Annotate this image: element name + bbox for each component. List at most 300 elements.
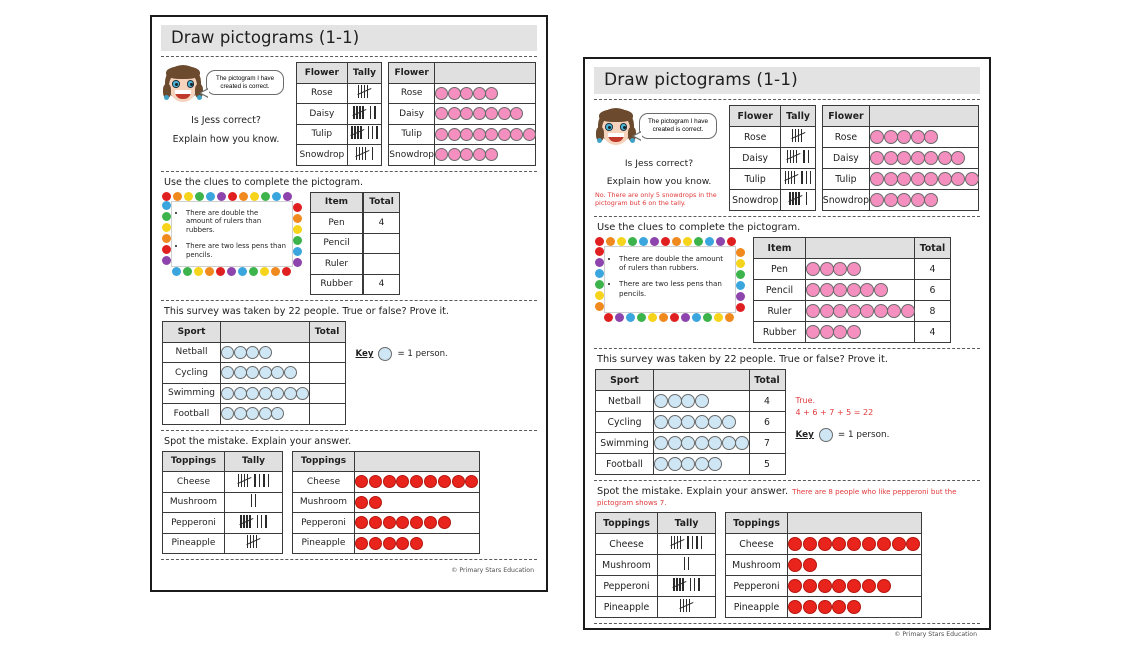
question-is-jess-correct: Is Jess correct? [191, 115, 261, 126]
tally-group-of-five [792, 129, 805, 142]
row-label: Cheese [726, 534, 788, 555]
scallop-dot [736, 248, 745, 257]
pictogram-dot [485, 107, 498, 120]
pictogram-dot [877, 579, 891, 593]
item-pictogram-table [753, 237, 951, 343]
pictogram-dot [897, 151, 911, 165]
pictogram-dot [938, 172, 952, 186]
worksheet-page-answers [583, 57, 991, 638]
pictogram-dot [271, 387, 284, 400]
clue-box [595, 237, 745, 322]
pictogram-dots [806, 283, 914, 297]
pictogram-dot [234, 387, 247, 400]
prompt-spot-mistake [597, 486, 979, 508]
pictogram-dot [234, 346, 247, 359]
pictogram-dot [695, 394, 709, 408]
tally-cell [781, 190, 815, 211]
scallop-dot [595, 269, 604, 278]
table-row [163, 383, 346, 404]
scallop-dot [617, 237, 626, 246]
section-flowers [160, 62, 538, 166]
sport-pictogram-table [595, 369, 786, 475]
pictogram-dot [355, 475, 368, 488]
pictogram-dot [221, 387, 234, 400]
scallop-dot [227, 267, 236, 276]
row-label: Football [163, 404, 221, 425]
scallop-dot [672, 237, 681, 246]
pictogram-dot [806, 262, 820, 276]
pictogram-dot [860, 283, 874, 297]
total-cell: 7 [749, 433, 785, 454]
topping-tally-table [595, 512, 716, 618]
pictogram-dot [383, 516, 396, 529]
jess-question-block [162, 62, 290, 145]
pictogram-dots [221, 387, 309, 400]
pictogram-dot [847, 579, 861, 593]
column-header: Tally [347, 63, 382, 84]
flower-tally-table [729, 105, 816, 211]
row-label: Pepperoni [293, 513, 355, 534]
row-label: Cycling [163, 363, 221, 384]
pictogram-cell [221, 363, 310, 384]
total-cell [364, 254, 400, 275]
tally-group-of-five [247, 535, 260, 548]
key-label: Key [795, 430, 814, 441]
pictogram-dot [892, 537, 906, 551]
column-header [221, 322, 310, 343]
pictogram-dots [435, 107, 535, 120]
scallop-dot [736, 259, 745, 268]
pictogram-dots [870, 151, 978, 165]
row-label: Rose [297, 83, 348, 104]
pictogram-dots [221, 407, 309, 420]
table-row [297, 124, 382, 145]
row-label: Snowdrop [822, 190, 869, 211]
pictogram-dots [435, 87, 535, 100]
hair-fringe [599, 109, 633, 122]
scallop-dot [626, 313, 635, 322]
tally-group-of-five [351, 126, 364, 139]
row-label: Pineapple [163, 533, 225, 554]
scallop-dot [736, 281, 745, 290]
tally-singles [806, 192, 807, 205]
pictogram-dot [877, 537, 891, 551]
pictogram-dot [901, 304, 915, 318]
column-header: Tally [225, 451, 283, 472]
scallop-dot [694, 237, 703, 246]
section-divider [161, 171, 537, 172]
column-header: Total [309, 322, 345, 343]
speech-bubble: The pictogram I have created is correct. [206, 70, 284, 95]
section-divider [161, 559, 537, 560]
pictogram-dot [473, 128, 486, 141]
pictogram-cell [788, 534, 922, 555]
row-label: Snowdrop [389, 145, 435, 166]
pictogram-dot [259, 366, 272, 379]
tally-marks [671, 536, 702, 549]
pictogram-dot [465, 475, 478, 488]
flower-tally-table [296, 62, 382, 166]
pictogram-cell [806, 322, 915, 343]
page-title: Draw pictograms (1-1) [604, 70, 798, 90]
pictogram-dot [681, 436, 695, 450]
pictogram-dot [369, 496, 382, 509]
section-divider [594, 216, 980, 217]
scallop-dot [670, 313, 679, 322]
row-label: Mushroom [726, 555, 788, 576]
pictogram-dot [284, 387, 297, 400]
pictogram-dot [708, 415, 722, 429]
pictogram-dot [448, 128, 461, 141]
tally-singles [251, 494, 257, 507]
scallop-dot [736, 270, 745, 279]
tally-cell [347, 83, 382, 104]
table-row [730, 127, 816, 148]
pictogram-dot [833, 304, 847, 318]
pictogram-dots [788, 537, 921, 551]
pictogram-dot [818, 537, 832, 551]
total-cell [364, 233, 400, 254]
tally-marks [353, 106, 375, 119]
pictogram-dot [874, 304, 888, 318]
scallop-dot [162, 234, 171, 243]
pictogram-dot [424, 516, 437, 529]
total-cell [309, 363, 345, 384]
key-row [356, 347, 448, 361]
scallop-dot [716, 237, 725, 246]
column-header: Toppings [163, 451, 225, 472]
table-row [596, 454, 786, 475]
pictogram-cell [788, 555, 922, 576]
table-row [726, 534, 922, 555]
table-row [754, 322, 951, 343]
table-row [297, 83, 382, 104]
pictogram-dot [735, 436, 749, 450]
scallop-dot [260, 267, 269, 276]
table-row [596, 576, 716, 597]
pictogram-dot [788, 558, 802, 572]
row-label: Rose [822, 127, 869, 148]
row-label: Mushroom [596, 555, 658, 576]
prompt-use-clues: Use the clues to complete the pictogram. [164, 176, 364, 188]
pictogram-dots [870, 130, 978, 144]
scallop-dot [162, 245, 171, 254]
scallop-dot [162, 192, 171, 201]
scallop-dot [216, 267, 225, 276]
flower-pictogram-table [822, 105, 979, 211]
tally-group-of-five [673, 578, 686, 591]
total-cell [309, 404, 345, 425]
question-is-jess-correct: Is Jess correct? [624, 158, 694, 169]
tally-cell [658, 597, 716, 618]
proof-answer [796, 395, 890, 418]
table-header-row [293, 451, 480, 472]
pictogram-dots [355, 475, 479, 488]
eye-left [605, 123, 613, 131]
pictogram-dot [435, 87, 448, 100]
pictogram-dot [924, 193, 938, 207]
scallop-dot [650, 237, 659, 246]
column-header: Flower [389, 63, 435, 84]
tally-singles [257, 515, 267, 528]
key-text: = 1 person. [837, 430, 890, 441]
pictogram-dot [246, 387, 259, 400]
table-header-row [389, 63, 536, 84]
tally-singles [372, 147, 373, 160]
pictogram-dot [847, 283, 861, 297]
pictogram-dot [870, 193, 884, 207]
clue-box-inner [171, 201, 293, 267]
pictogram-dot [435, 148, 448, 161]
pictogram-dot [818, 600, 832, 614]
table-row [726, 597, 922, 618]
sport-pictogram-table [162, 321, 346, 425]
pictogram-dot [862, 537, 876, 551]
prompt-text: Spot the mistake. Explain your answer. [597, 486, 789, 497]
pictogram-dot [485, 87, 498, 100]
clue-box-inner [604, 246, 736, 313]
pictogram-dot [510, 128, 523, 141]
table-row [163, 342, 346, 363]
pictogram-dot [847, 600, 861, 614]
page-title: Draw pictograms (1-1) [171, 28, 360, 47]
pictogram-dot [884, 193, 898, 207]
section-toppings [593, 486, 981, 618]
pictogram-dot [460, 107, 473, 120]
tally-group-of-five [238, 474, 251, 487]
title-bar [594, 67, 980, 94]
tally-cell [225, 492, 283, 513]
row-label: Cheese [293, 472, 355, 493]
row-label: Tulip [297, 124, 348, 145]
pictogram-dot [722, 436, 736, 450]
pictogram-dot [820, 283, 834, 297]
table-row [163, 472, 283, 493]
pictogram-dot [887, 304, 901, 318]
table-row [163, 363, 346, 384]
pictogram-dot [803, 537, 817, 551]
row-label: Pineapple [726, 597, 788, 618]
pictogram-dots [435, 148, 535, 161]
scallop-dot [261, 192, 270, 201]
tally-cell [658, 555, 716, 576]
jess-avatar [595, 107, 637, 151]
section-toppings [160, 436, 538, 555]
pictogram-cell [654, 454, 750, 475]
pictogram-dot [951, 151, 965, 165]
tally-marks [789, 192, 807, 205]
table-row [311, 254, 400, 275]
tally-singles [370, 106, 376, 119]
tally-marks [240, 515, 267, 528]
tally-marks [351, 126, 378, 139]
pictogram-dot [788, 579, 802, 593]
pictogram-dot [654, 394, 668, 408]
key-text: = 1 person. [397, 349, 448, 359]
column-header: Item [754, 238, 806, 259]
pictogram-dot [246, 346, 259, 359]
tally-singles [801, 171, 811, 184]
table-row [293, 513, 480, 534]
pictogram-cell [654, 412, 750, 433]
pictogram-cell [355, 513, 480, 534]
table-row [297, 145, 382, 166]
table-row [389, 124, 536, 145]
instruction-explain: Explain how you know. [172, 134, 280, 145]
pictogram-dot [284, 366, 297, 379]
item-pictogram-table [310, 192, 400, 296]
pictogram-dot [965, 172, 979, 186]
column-header: Tally [781, 106, 815, 127]
topping-tally-table [162, 451, 283, 555]
tally-cell [781, 169, 815, 190]
pictogram-dots [806, 304, 914, 318]
pictogram-dot [897, 193, 911, 207]
pictogram-dot [654, 457, 668, 471]
pictogram-dot [410, 516, 423, 529]
pictogram-dot [695, 457, 709, 471]
pictogram-dots [654, 415, 749, 429]
pictogram-dot [681, 394, 695, 408]
tally-marks [785, 171, 812, 184]
section-divider [161, 300, 537, 301]
scallop-dot [293, 258, 302, 267]
column-header: Toppings [293, 451, 355, 472]
pictogram-dot [870, 172, 884, 186]
row-label: Daisy [389, 104, 435, 125]
column-header [435, 63, 536, 84]
scallop-dot [162, 212, 171, 221]
answer-flowers: No. There are only 5 snowdrops in the pictogram but 6 on the tally. [595, 191, 717, 208]
table-row [754, 259, 951, 280]
pictogram-dot [806, 283, 820, 297]
row-label: Football [596, 454, 654, 475]
row-label: Swimming [596, 433, 654, 454]
pictogram-dot [485, 148, 498, 161]
pictogram-cell [435, 124, 536, 145]
pictogram-dot [681, 415, 695, 429]
pictogram-dots [806, 325, 914, 339]
tally-marks [792, 129, 805, 142]
row-label: Ruler [754, 301, 806, 322]
row-label: Snowdrop [730, 190, 781, 211]
pictogram-cell [806, 259, 915, 280]
table-row [596, 597, 716, 618]
tally-marks [680, 599, 693, 612]
row-label: Pen [754, 259, 806, 280]
hair-fringe [166, 66, 200, 79]
pictogram-dot [271, 366, 284, 379]
table-header-row [730, 106, 816, 127]
table-row [730, 148, 816, 169]
pictogram-dots [355, 537, 479, 550]
pictogram-dot [221, 407, 234, 420]
pictogram-dot [833, 262, 847, 276]
tally-marks [787, 150, 809, 163]
tally-singles [684, 557, 690, 570]
table-row [596, 555, 716, 576]
key-circle-icon [378, 347, 392, 361]
pictogram-dot [396, 537, 409, 550]
table-row [822, 190, 978, 211]
pictogram-dot [246, 407, 259, 420]
row-label: Swimming [163, 383, 221, 404]
pictogram-cell [435, 104, 536, 125]
tally-cell [225, 533, 283, 554]
tally-marks [356, 147, 374, 160]
scallop-dot [595, 258, 604, 267]
table-row [163, 513, 283, 534]
table-row [389, 104, 536, 125]
table-row [293, 472, 480, 493]
tally-group-of-five [353, 106, 366, 119]
row-label: Pineapple [293, 533, 355, 554]
key-block [796, 369, 890, 442]
pictogram-dot [806, 304, 820, 318]
row-label: Tulip [822, 169, 869, 190]
scallop-dot [272, 192, 281, 201]
pictogram-dot [695, 415, 709, 429]
pictogram-dot [510, 107, 523, 120]
scallop-dot [595, 291, 604, 300]
row-label: Netball [163, 342, 221, 363]
pictogram-dots [221, 346, 309, 359]
pictogram-dot [847, 325, 861, 339]
scallop-dot [195, 192, 204, 201]
column-header: Total [915, 238, 951, 259]
pictogram-dot [708, 457, 722, 471]
proof-line: 4 + 6 + 7 + 5 = 22 [795, 407, 874, 417]
pictogram-dot [818, 579, 832, 593]
table-row [389, 83, 536, 104]
pictogram-dot [897, 172, 911, 186]
tally-marks [238, 474, 269, 487]
scallop-dot [293, 214, 302, 223]
pictogram-dot [847, 537, 861, 551]
pictogram-dot [221, 366, 234, 379]
column-header: Tally [658, 513, 716, 534]
table-row [311, 233, 400, 254]
pictogram-dots [788, 600, 921, 614]
pictogram-dot [884, 130, 898, 144]
pictogram-dot [722, 415, 736, 429]
tally-marks [684, 557, 690, 570]
pictogram-dot [259, 387, 272, 400]
pictogram-cell [221, 404, 310, 425]
row-label: Tulip [730, 169, 781, 190]
column-header: Total [364, 192, 400, 213]
scallop-dot [661, 237, 670, 246]
pictogram-dot [473, 87, 486, 100]
table-row [596, 534, 716, 555]
scallop-dot [293, 247, 302, 256]
key-label: Key [355, 349, 374, 359]
pictogram-dot [424, 475, 437, 488]
clue-list [172, 202, 292, 261]
clue-list [605, 247, 735, 298]
scallop-dot [595, 280, 604, 289]
row-label: Daisy [297, 104, 348, 125]
scallop-dot [615, 313, 624, 322]
column-header: Item [311, 192, 363, 213]
row-label: Pepperoni [163, 513, 225, 534]
copyright-footer: © Primary Stars Education [894, 631, 977, 638]
scallop-dot [604, 313, 613, 322]
table-row [297, 104, 382, 125]
tally-singles [254, 474, 269, 487]
scallop-dot [639, 237, 648, 246]
pictogram-dot [668, 436, 682, 450]
